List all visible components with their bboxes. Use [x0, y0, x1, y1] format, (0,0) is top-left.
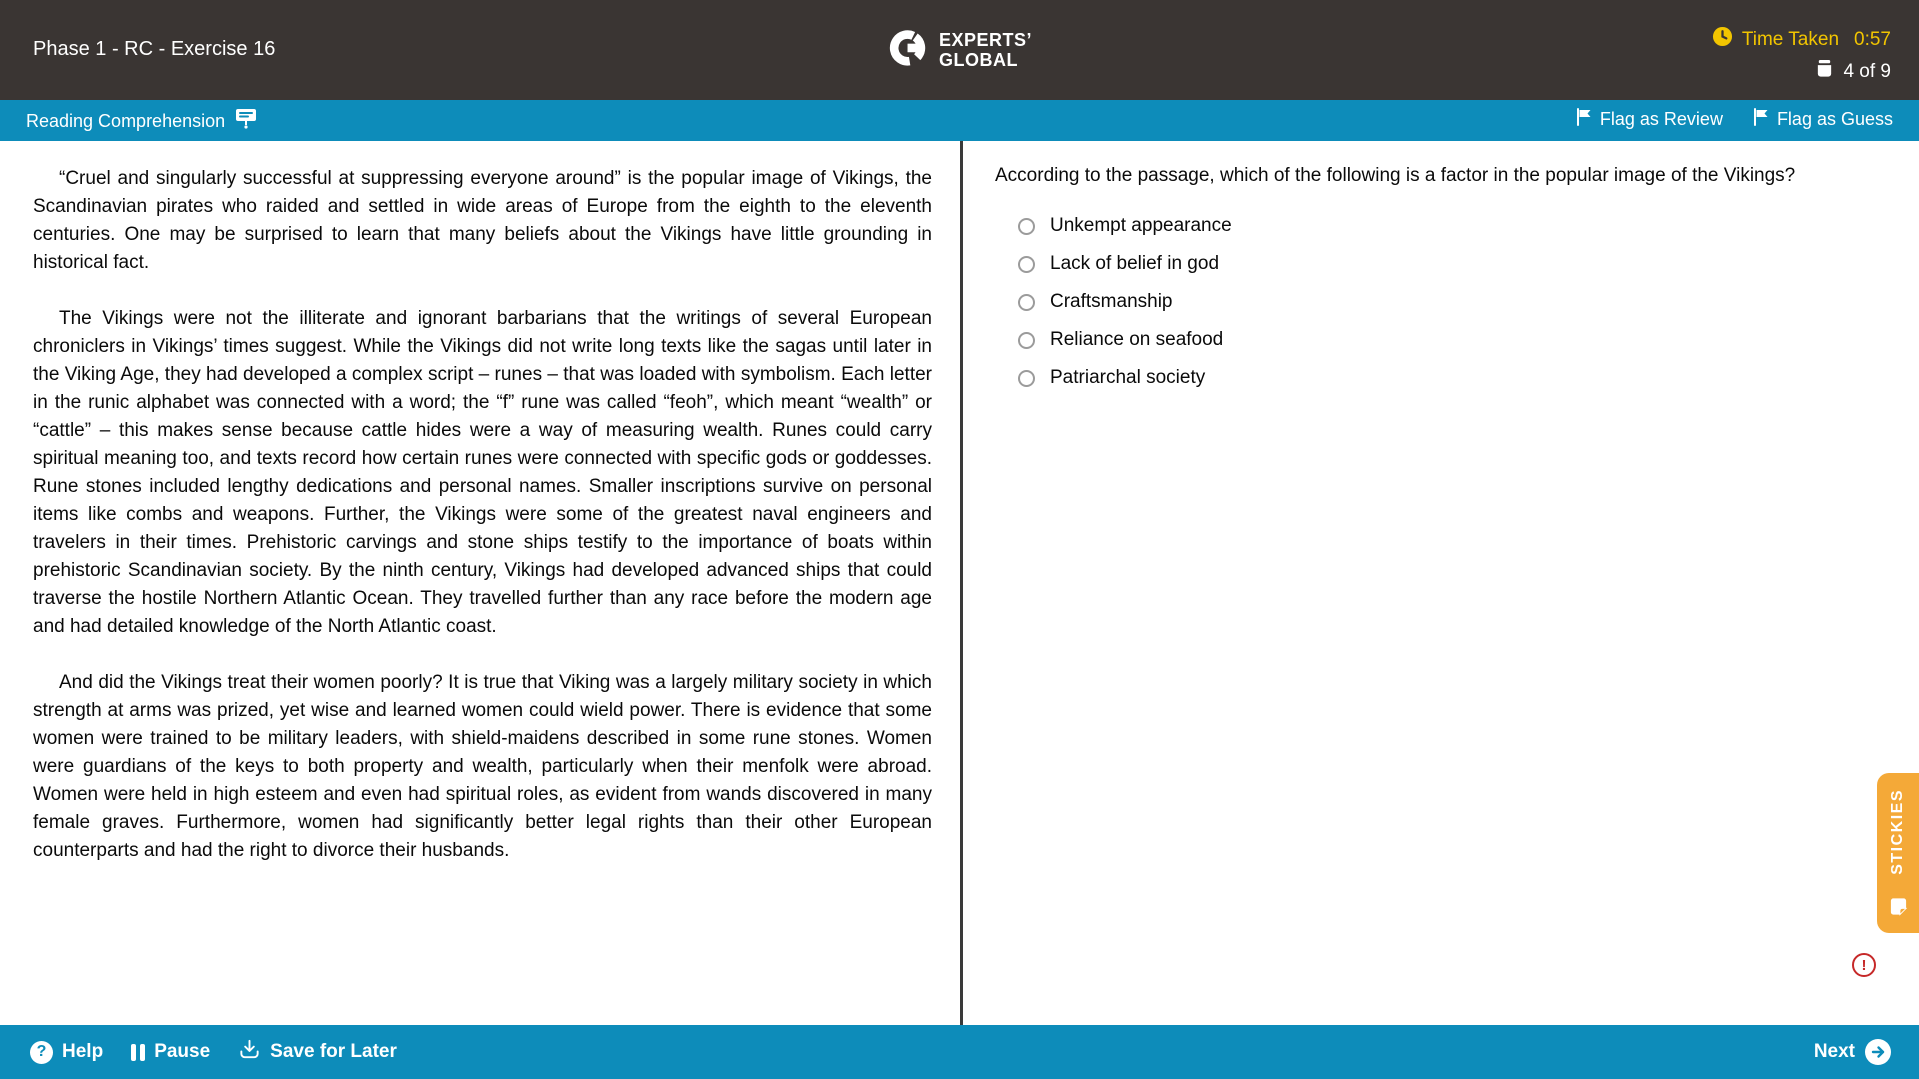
flag-as-guess-button[interactable]	[1753, 108, 1893, 131]
stickies-label: STICKIES	[1889, 789, 1906, 875]
top-bar	[0, 0, 1919, 100]
bottom-bar	[0, 1025, 1919, 1079]
flag-as-review-label: Flag as Review	[1599, 109, 1723, 129]
warning-icon[interactable]	[1852, 953, 1876, 977]
radio-button[interactable]	[1018, 370, 1035, 387]
flag-buttons	[1576, 108, 1893, 131]
answer-option-5[interactable]	[1018, 366, 1845, 390]
footer-actions	[30, 1025, 397, 1079]
experts-global-logo	[887, 26, 1032, 73]
pause-button[interactable]	[131, 1041, 210, 1063]
brand-g-icon	[887, 26, 929, 73]
flag-as-review-button[interactable]	[1576, 108, 1723, 131]
question-progress	[1815, 59, 1891, 84]
section-title	[26, 108, 257, 134]
brand-line1: EXPERTS’	[938, 29, 1033, 50]
pause-icon	[131, 1044, 145, 1061]
save-for-later-button[interactable]	[238, 1038, 397, 1067]
question-panel	[995, 165, 1845, 404]
radio-button[interactable]	[1018, 218, 1035, 235]
help-button[interactable]	[30, 1041, 103, 1064]
help-label: Help	[62, 1041, 104, 1062]
radio-button[interactable]	[1018, 332, 1035, 349]
exercise-title: Phase 1 - RC - Exercise 16	[33, 38, 276, 60]
main-content	[0, 141, 1919, 1025]
reading-passage	[33, 165, 932, 893]
help-icon: ?	[30, 1041, 53, 1064]
answer-option-label: Patriarchal society	[1050, 367, 1206, 388]
flag-as-guess-label: Flag as Guess	[1776, 109, 1893, 129]
flag-icon	[1753, 108, 1769, 131]
answer-option-label: Reliance on seafood	[1050, 329, 1224, 350]
brand-line2: GLOBAL	[938, 49, 1018, 70]
arrow-right-icon	[1865, 1039, 1891, 1065]
answer-options	[995, 214, 1845, 390]
question-text: According to the passage, which of the following is a factor in the popular image of the Vikings?	[995, 165, 1796, 186]
flag-icon	[1576, 108, 1592, 131]
brand-wordmark	[939, 30, 1032, 70]
answer-option-label: Lack of belief in god	[1050, 253, 1220, 274]
question-stack-icon	[1815, 59, 1834, 84]
download-icon	[238, 1038, 261, 1067]
stickies-tab[interactable]	[1877, 773, 1919, 933]
save-for-later-label: Save for Later	[270, 1041, 397, 1062]
passage-paragraph-1: “Cruel and singularly successful at suppressing everyone around” is the popular image of Vikings, the Scandinavian pirates who raided and settled in wide areas of Europe from the eighth to the eleventh centuries. One may be surprised to learn that many beliefs about the Vikings have little grounding in historical fact.	[33, 168, 932, 273]
next-button[interactable]	[1814, 1025, 1891, 1079]
answer-option-4[interactable]	[1018, 328, 1845, 352]
radio-button[interactable]	[1018, 256, 1035, 273]
passage-paragraph-3: And did the Vikings treat their women poorly? It is true that Viking was a largely military society in which strength at arms was prized, yet wise and learned women could wield power. There is evidence that some women were trained to be military leaders, with shield-maidens described in some rune stones. Women were guardians of the keys to both property and wealth, particularly when their menfolk were abroad. Women were held in high esteem and even had spiritual roles, as evident from wands discovered in many female graves. Furthermore, women had significantly better legal rights than their other European counterparts and had the right to divorce their husbands.	[33, 672, 932, 861]
answer-option-3[interactable]	[1018, 290, 1845, 314]
answer-option-label: Unkempt appearance	[1050, 215, 1232, 236]
question-progress-text: 4 of 9	[1843, 60, 1891, 82]
time-taken	[1712, 26, 1891, 53]
answer-option-2[interactable]	[1018, 252, 1845, 276]
pause-label: Pause	[154, 1041, 211, 1062]
answer-option-1[interactable]	[1018, 214, 1845, 238]
sticky-note-icon	[1889, 897, 1908, 921]
time-taken-value: 0:57	[1854, 28, 1891, 50]
warning-glyph: !	[1861, 956, 1867, 974]
radio-button[interactable]	[1018, 294, 1035, 311]
passage-paragraph-2: The Vikings were not the illiterate and ignorant barbarians that the writings of several European chroniclers in Vikings’ times suggest. While the Vikings did not write long texts like the sagas until later in the Viking Age, they had developed a complex script – runes – that was loaded with symbolism. Each letter in the runic alphabet was connected with a word; the “f” rune was called “feoh”, which meant “wealth” or “cattle” – this makes sense because cattle hides were a way of measuring wealth. Runes could carry spiritual meaning too, and texts record how certain runes were connected with specific gods or goddesses. Rune stones included lengthy dedications and personal names. Smaller inscriptions survive on personal items like combs and weapons. Further, the Vikings were some of the greatest naval engineers and travelers in their times. Prehistoric carvings and stone ships testify to the importance of boats within prehistoric Scandinavian society. By the ninth century, Vikings had developed advanced ships that could traverse the hostile Northern Atlantic Ocean. They travelled further than any race before the modern age and had detailed knowledge of the North Atlantic coast.	[33, 308, 932, 637]
section-bar	[0, 100, 1919, 141]
clock-icon	[1712, 26, 1733, 53]
section-title-text: Reading Comprehension	[26, 110, 226, 131]
time-taken-label: Time Taken	[1741, 28, 1840, 50]
next-label: Next	[1813, 1041, 1855, 1062]
column-divider	[960, 141, 963, 1025]
presentation-board-icon[interactable]	[235, 108, 257, 134]
answer-option-label: Craftsmanship	[1050, 291, 1173, 312]
